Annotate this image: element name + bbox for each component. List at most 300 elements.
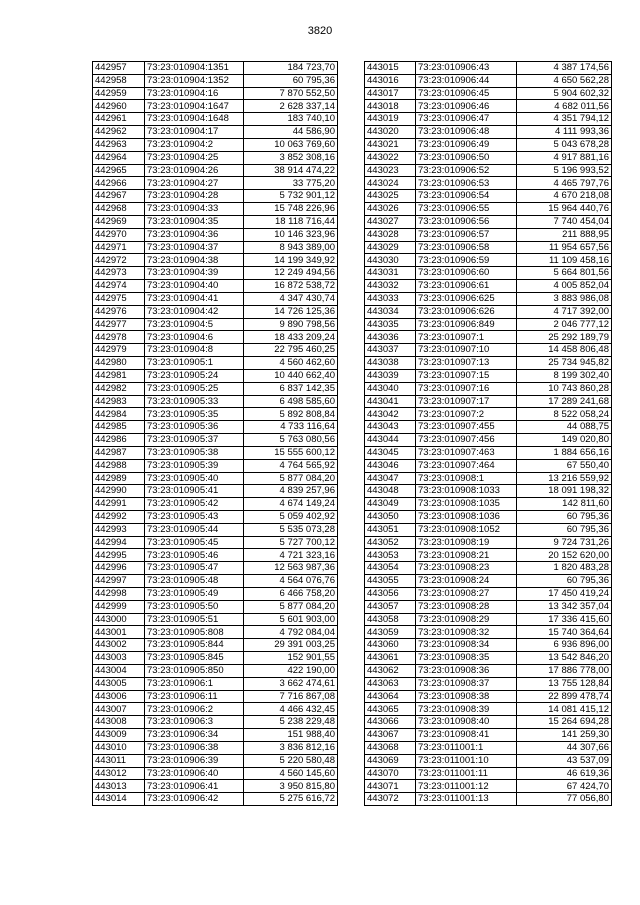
table-row — [93, 357, 338, 370]
cadastral-number-cell: 73:23:010904:1351 — [145, 62, 244, 75]
value-cell: 12 563 987,36 — [244, 562, 338, 575]
value-cell: 8 943 389,00 — [244, 241, 338, 254]
cadastral-number-cell: 73:23:010908:1 — [416, 472, 517, 485]
row-number-cell: 443003 — [93, 652, 145, 665]
cadastral-number-cell: 73:23:010904:25 — [145, 151, 244, 164]
row-number-cell: 443068 — [365, 741, 416, 754]
value-cell: 33 775,20 — [244, 177, 338, 190]
value-cell: 60 795,36 — [517, 510, 612, 523]
table-row — [93, 74, 338, 87]
cadastral-number-cell: 73:23:010908:1035 — [416, 498, 517, 511]
cadastral-number-cell: 73:23:010908:36 — [416, 664, 517, 677]
table-row — [93, 626, 338, 639]
table-row — [93, 382, 338, 395]
value-cell: 15 555 600,12 — [244, 446, 338, 459]
row-number-cell: 443061 — [365, 652, 416, 665]
row-number-cell: 443064 — [365, 690, 416, 703]
cadastral-number-cell: 73:23:010908:1052 — [416, 523, 517, 536]
table-row — [93, 703, 338, 716]
table-row — [93, 408, 338, 421]
row-number-cell: 443041 — [365, 395, 416, 408]
cadastral-number-cell: 73:23:010906:40 — [145, 767, 244, 780]
value-cell: 17 289 241,68 — [517, 395, 612, 408]
cadastral-number-cell: 73:23:010904:33 — [145, 203, 244, 216]
cadastral-number-cell: 73:23:010905:48 — [145, 575, 244, 588]
row-number-cell: 442963 — [93, 138, 145, 151]
cadastral-number-cell: 73:23:010907:464 — [416, 459, 517, 472]
value-cell: 14 726 125,36 — [244, 305, 338, 318]
cadastral-number-cell: 73:23:010907:2 — [416, 408, 517, 421]
table-row — [93, 62, 338, 75]
row-number-cell: 443051 — [365, 523, 416, 536]
value-cell: 4 682 011,56 — [517, 100, 612, 113]
value-cell: 5 892 808,84 — [244, 408, 338, 421]
table-row — [93, 498, 338, 511]
table-row — [93, 228, 338, 241]
value-cell: 15 748 226,96 — [244, 203, 338, 216]
table-row — [365, 228, 612, 241]
row-number-cell: 442978 — [93, 331, 145, 344]
value-cell: 5 732 901,12 — [244, 190, 338, 203]
cadastral-number-cell: 73:23:011001:12 — [416, 780, 517, 793]
cadastral-number-cell: 73:23:010905:844 — [145, 639, 244, 652]
cadastral-number-cell: 73:23:010905:50 — [145, 600, 244, 613]
cadastral-number-cell: 73:23:010905:36 — [145, 421, 244, 434]
row-number-cell: 443020 — [365, 126, 416, 139]
cadastral-number-cell: 73:23:010906:47 — [416, 113, 517, 126]
value-cell: 10 440 662,40 — [244, 369, 338, 382]
row-number-cell: 442984 — [93, 408, 145, 421]
table-row — [365, 677, 612, 690]
row-number-cell: 443016 — [365, 74, 416, 87]
table-row — [365, 62, 612, 75]
table-row — [365, 639, 612, 652]
table-row — [93, 203, 338, 216]
value-cell: 44 586,90 — [244, 126, 338, 139]
value-cell: 4 347 430,74 — [244, 292, 338, 305]
value-cell: 4 917 881,16 — [517, 151, 612, 164]
row-number-cell: 442966 — [93, 177, 145, 190]
row-number-cell: 443063 — [365, 677, 416, 690]
row-number-cell: 443049 — [365, 498, 416, 511]
table-row — [93, 421, 338, 434]
table-row — [93, 793, 338, 806]
row-number-cell: 443071 — [365, 780, 416, 793]
table-row — [365, 600, 612, 613]
table-row — [93, 472, 338, 485]
value-cell: 4 733 116,64 — [244, 421, 338, 434]
cadastral-number-cell: 73:23:010908:1036 — [416, 510, 517, 523]
cadastral-number-cell: 73:23:010904:16 — [145, 87, 244, 100]
cadastral-number-cell: 73:23:010905:41 — [145, 485, 244, 498]
table-row — [365, 613, 612, 626]
value-cell: 5 664 801,56 — [517, 267, 612, 280]
cadastral-number-cell: 73:23:010904:1648 — [145, 113, 244, 126]
value-cell: 5 904 602,32 — [517, 87, 612, 100]
cadastral-number-cell: 73:23:010905:845 — [145, 652, 244, 665]
row-number-cell: 443052 — [365, 536, 416, 549]
row-number-cell: 442990 — [93, 485, 145, 498]
row-number-cell: 442997 — [93, 575, 145, 588]
row-number-cell: 443008 — [93, 716, 145, 729]
row-number-cell: 443025 — [365, 190, 416, 203]
cadastral-number-cell: 73:23:010905:42 — [145, 498, 244, 511]
table-row — [365, 510, 612, 523]
cadastral-number-cell: 73:23:010905:850 — [145, 664, 244, 677]
table-row — [365, 190, 612, 203]
table-row — [93, 613, 338, 626]
row-number-cell: 443042 — [365, 408, 416, 421]
cadastral-number-cell: 73:23:010906:46 — [416, 100, 517, 113]
row-number-cell: 443056 — [365, 587, 416, 600]
cadastral-number-cell: 73:23:010906:58 — [416, 241, 517, 254]
table-row — [365, 780, 612, 793]
table-row — [365, 549, 612, 562]
table-row — [365, 241, 612, 254]
row-number-cell: 442971 — [93, 241, 145, 254]
cadastral-number-cell: 73:23:010908:29 — [416, 613, 517, 626]
value-cell: 4 792 084,04 — [244, 626, 338, 639]
table-row — [365, 357, 612, 370]
row-number-cell: 443054 — [365, 562, 416, 575]
table-row — [93, 690, 338, 703]
row-number-cell: 442959 — [93, 87, 145, 100]
cadastral-number-cell: 73:23:010904:38 — [145, 254, 244, 267]
value-cell: 10 063 769,60 — [244, 138, 338, 151]
value-cell: 6 498 585,60 — [244, 395, 338, 408]
table-row — [93, 459, 338, 472]
value-cell: 43 537,09 — [517, 754, 612, 767]
row-number-cell: 443046 — [365, 459, 416, 472]
value-cell: 22 795 460,25 — [244, 344, 338, 357]
row-number-cell: 443037 — [365, 344, 416, 357]
value-cell: 4 839 257,96 — [244, 485, 338, 498]
value-cell: 4 674 149,24 — [244, 498, 338, 511]
cadastral-number-cell: 73:23:010906:1 — [145, 677, 244, 690]
cadastral-number-cell: 73:23:010906:41 — [145, 780, 244, 793]
row-number-cell: 443035 — [365, 318, 416, 331]
cadastral-number-cell: 73:23:010904:36 — [145, 228, 244, 241]
value-cell: 6 936 896,00 — [517, 639, 612, 652]
value-cell: 4 465 797,76 — [517, 177, 612, 190]
table-row — [93, 536, 338, 549]
cadastral-number-cell: 73:23:010906:625 — [416, 292, 517, 305]
row-number-cell: 442968 — [93, 203, 145, 216]
cadastral-number-cell: 73:23:010907:455 — [416, 421, 517, 434]
value-cell: 3 883 986,08 — [517, 292, 612, 305]
value-cell: 3 852 308,16 — [244, 151, 338, 164]
row-number-cell: 443040 — [365, 382, 416, 395]
value-cell: 7 740 454,04 — [517, 215, 612, 228]
value-cell: 38 914 474,22 — [244, 164, 338, 177]
cadastral-number-cell: 73:23:011001:11 — [416, 767, 517, 780]
table-row — [93, 485, 338, 498]
row-number-cell: 443006 — [93, 690, 145, 703]
value-cell: 4 564 076,76 — [244, 575, 338, 588]
row-number-cell: 443065 — [365, 703, 416, 716]
cadastral-number-cell: 73:23:010905:45 — [145, 536, 244, 549]
table-row — [93, 113, 338, 126]
row-number-cell: 443070 — [365, 767, 416, 780]
row-number-cell: 443021 — [365, 138, 416, 151]
value-cell: 4 560 145,60 — [244, 767, 338, 780]
row-number-cell: 443000 — [93, 613, 145, 626]
row-number-cell: 443045 — [365, 446, 416, 459]
row-number-cell: 442991 — [93, 498, 145, 511]
table-row — [93, 254, 338, 267]
cadastral-number-cell: 73:23:010907:15 — [416, 369, 517, 382]
row-number-cell: 442969 — [93, 215, 145, 228]
row-number-cell: 443048 — [365, 485, 416, 498]
table-row — [93, 575, 338, 588]
value-cell: 17 450 419,24 — [517, 587, 612, 600]
value-cell: 18 118 716,44 — [244, 215, 338, 228]
cadastral-number-cell: 73:23:011001:13 — [416, 793, 517, 806]
table-row — [93, 729, 338, 742]
table-row — [365, 331, 612, 344]
row-number-cell: 443036 — [365, 331, 416, 344]
row-number-cell: 442986 — [93, 434, 145, 447]
cadastral-number-cell: 73:23:010904:2 — [145, 138, 244, 151]
value-cell: 4 351 794,12 — [517, 113, 612, 126]
table-row — [93, 780, 338, 793]
cadastral-number-cell: 73:23:010905:39 — [145, 459, 244, 472]
cadastral-number-cell: 73:23:010906:39 — [145, 754, 244, 767]
row-number-cell: 443043 — [365, 421, 416, 434]
cadastral-number-cell: 73:23:010904:6 — [145, 331, 244, 344]
row-number-cell: 442960 — [93, 100, 145, 113]
cadastral-number-cell: 73:23:010907:456 — [416, 434, 517, 447]
cadastral-number-cell: 73:23:010905:33 — [145, 395, 244, 408]
cadastral-number-cell: 73:23:010906:3 — [145, 716, 244, 729]
value-cell: 5 763 080,56 — [244, 434, 338, 447]
row-number-cell: 442995 — [93, 549, 145, 562]
cadastral-number-cell: 73:23:010908:39 — [416, 703, 517, 716]
table-row — [93, 716, 338, 729]
cadastral-number-cell: 73:23:010908:34 — [416, 639, 517, 652]
table-row — [93, 549, 338, 562]
row-number-cell: 442994 — [93, 536, 145, 549]
cadastral-number-cell: 73:23:010908:32 — [416, 626, 517, 639]
cadastral-number-cell: 73:23:010906:56 — [416, 215, 517, 228]
table-row — [93, 151, 338, 164]
value-cell: 13 755 128,84 — [517, 677, 612, 690]
row-number-cell: 443010 — [93, 741, 145, 754]
value-cell: 9 890 798,56 — [244, 318, 338, 331]
row-number-cell: 443033 — [365, 292, 416, 305]
table-row — [93, 523, 338, 536]
cadastral-number-cell: 73:23:011001:10 — [416, 754, 517, 767]
table-row — [365, 498, 612, 511]
cadastral-number-cell: 73:23:010906:50 — [416, 151, 517, 164]
table-row — [365, 305, 612, 318]
row-number-cell: 442988 — [93, 459, 145, 472]
value-cell: 8 522 058,24 — [517, 408, 612, 421]
table-row — [93, 344, 338, 357]
row-number-cell: 443019 — [365, 113, 416, 126]
value-cell: 6 466 758,20 — [244, 587, 338, 600]
row-number-cell: 443028 — [365, 228, 416, 241]
row-number-cell: 443039 — [365, 369, 416, 382]
cadastral-number-cell: 73:23:010906:45 — [416, 87, 517, 100]
value-cell: 18 091 198,32 — [517, 485, 612, 498]
cadastral-number-cell: 73:23:010905:46 — [145, 549, 244, 562]
row-number-cell: 442967 — [93, 190, 145, 203]
row-number-cell: 443060 — [365, 639, 416, 652]
row-number-cell: 443044 — [365, 434, 416, 447]
table-row — [93, 677, 338, 690]
table-row — [93, 562, 338, 575]
value-cell: 60 795,36 — [244, 74, 338, 87]
row-number-cell: 443072 — [365, 793, 416, 806]
cadastral-number-cell: 73:23:010905:51 — [145, 613, 244, 626]
table-row — [365, 562, 612, 575]
cadastral-number-cell: 73:23:010908:38 — [416, 690, 517, 703]
table-row — [365, 318, 612, 331]
value-cell: 77 056,80 — [517, 793, 612, 806]
row-number-cell: 443011 — [93, 754, 145, 767]
cadastral-number-cell: 73:23:010905:49 — [145, 587, 244, 600]
table-row — [365, 344, 612, 357]
value-cell: 5 877 084,20 — [244, 472, 338, 485]
row-number-cell: 443057 — [365, 600, 416, 613]
row-number-cell: 442983 — [93, 395, 145, 408]
cadastral-number-cell: 73:23:010908:28 — [416, 600, 517, 613]
table-row — [93, 215, 338, 228]
cadastral-number-cell: 73:23:010905:37 — [145, 434, 244, 447]
table-row — [93, 600, 338, 613]
value-cell: 141 259,30 — [517, 729, 612, 742]
value-cell: 67 550,40 — [517, 459, 612, 472]
value-cell: 5 238 229,48 — [244, 716, 338, 729]
cadastral-number-cell: 73:23:010904:40 — [145, 280, 244, 293]
table-row — [93, 100, 338, 113]
table-row — [93, 280, 338, 293]
cadastral-number-cell: 73:23:010906:44 — [416, 74, 517, 87]
cadastral-number-cell: 73:23:010905:44 — [145, 523, 244, 536]
value-cell: 5 877 084,20 — [244, 600, 338, 613]
value-cell: 7 716 867,08 — [244, 690, 338, 703]
table-row — [93, 434, 338, 447]
cadastral-number-cell: 73:23:010906:34 — [145, 729, 244, 742]
row-number-cell: 442961 — [93, 113, 145, 126]
value-cell: 20 152 620,00 — [517, 549, 612, 562]
value-cell: 15 264 694,28 — [517, 716, 612, 729]
cadastral-number-cell: 73:23:010904:5 — [145, 318, 244, 331]
value-cell: 211 888,95 — [517, 228, 612, 241]
value-cell: 5 535 073,28 — [244, 523, 338, 536]
value-cell: 8 199 302,40 — [517, 369, 612, 382]
row-number-cell: 443018 — [365, 100, 416, 113]
table-row — [365, 793, 612, 806]
row-number-cell: 443062 — [365, 664, 416, 677]
value-cell: 184 723,70 — [244, 62, 338, 75]
value-cell: 4 764 565,92 — [244, 459, 338, 472]
cadastral-number-cell: 73:23:010906:38 — [145, 741, 244, 754]
value-cell: 29 391 003,25 — [244, 639, 338, 652]
value-cell: 44 088,75 — [517, 421, 612, 434]
value-cell: 60 795,36 — [517, 523, 612, 536]
cadastral-number-cell: 73:23:010906:60 — [416, 267, 517, 280]
cadastral-number-cell: 73:23:010907:1 — [416, 331, 517, 344]
table-row — [365, 626, 612, 639]
cadastral-number-cell: 73:23:010908:19 — [416, 536, 517, 549]
registry-table-right-body — [365, 62, 612, 806]
value-cell: 4 466 432,45 — [244, 703, 338, 716]
table-row — [93, 664, 338, 677]
value-cell: 67 424,70 — [517, 780, 612, 793]
row-number-cell: 443030 — [365, 254, 416, 267]
row-number-cell: 442999 — [93, 600, 145, 613]
table-row — [93, 241, 338, 254]
table-row — [365, 395, 612, 408]
row-number-cell: 442989 — [93, 472, 145, 485]
table-row — [365, 254, 612, 267]
value-cell: 17 886 778,00 — [517, 664, 612, 677]
cadastral-number-cell: 73:23:010905:47 — [145, 562, 244, 575]
table-row — [365, 485, 612, 498]
cadastral-number-cell: 73:23:010905:40 — [145, 472, 244, 485]
row-number-cell: 443001 — [93, 626, 145, 639]
row-number-cell: 442976 — [93, 305, 145, 318]
value-cell: 1 884 656,16 — [517, 446, 612, 459]
value-cell: 4 111 993,36 — [517, 126, 612, 139]
cadastral-number-cell: 73:23:010906:849 — [416, 318, 517, 331]
table-row — [365, 280, 612, 293]
value-cell: 5 275 616,72 — [244, 793, 338, 806]
row-number-cell: 443032 — [365, 280, 416, 293]
row-number-cell: 443017 — [365, 87, 416, 100]
table-row — [365, 177, 612, 190]
row-number-cell: 442964 — [93, 151, 145, 164]
table-row — [365, 113, 612, 126]
value-cell: 142 811,60 — [517, 498, 612, 511]
cadastral-number-cell: 73:23:010908:27 — [416, 587, 517, 600]
row-number-cell: 443023 — [365, 164, 416, 177]
cadastral-number-cell: 73:23:010906:49 — [416, 138, 517, 151]
table-row — [93, 754, 338, 767]
value-cell: 4 560 462,60 — [244, 357, 338, 370]
row-number-cell: 443002 — [93, 639, 145, 652]
value-cell: 16 872 538,72 — [244, 280, 338, 293]
cadastral-number-cell: 73:23:010907:16 — [416, 382, 517, 395]
registry-table-left — [92, 61, 338, 806]
table-row — [93, 395, 338, 408]
row-number-cell: 442985 — [93, 421, 145, 434]
value-cell: 4 005 852,04 — [517, 280, 612, 293]
row-number-cell: 443026 — [365, 203, 416, 216]
table-row — [365, 729, 612, 742]
row-number-cell: 443038 — [365, 357, 416, 370]
value-cell: 5 601 903,00 — [244, 613, 338, 626]
table-row — [365, 215, 612, 228]
table-row — [93, 639, 338, 652]
value-cell: 15 740 364,64 — [517, 626, 612, 639]
row-number-cell: 443058 — [365, 613, 416, 626]
row-number-cell: 443007 — [93, 703, 145, 716]
table-row — [365, 74, 612, 87]
row-number-cell: 443031 — [365, 267, 416, 280]
row-number-cell: 442992 — [93, 510, 145, 523]
row-number-cell: 443066 — [365, 716, 416, 729]
cadastral-number-cell: 73:23:010906:55 — [416, 203, 517, 216]
row-number-cell: 443069 — [365, 754, 416, 767]
row-number-cell: 442957 — [93, 62, 145, 75]
cadastral-number-cell: 73:23:010906:54 — [416, 190, 517, 203]
table-row — [93, 446, 338, 459]
row-number-cell: 442998 — [93, 587, 145, 600]
value-cell: 44 307,66 — [517, 741, 612, 754]
